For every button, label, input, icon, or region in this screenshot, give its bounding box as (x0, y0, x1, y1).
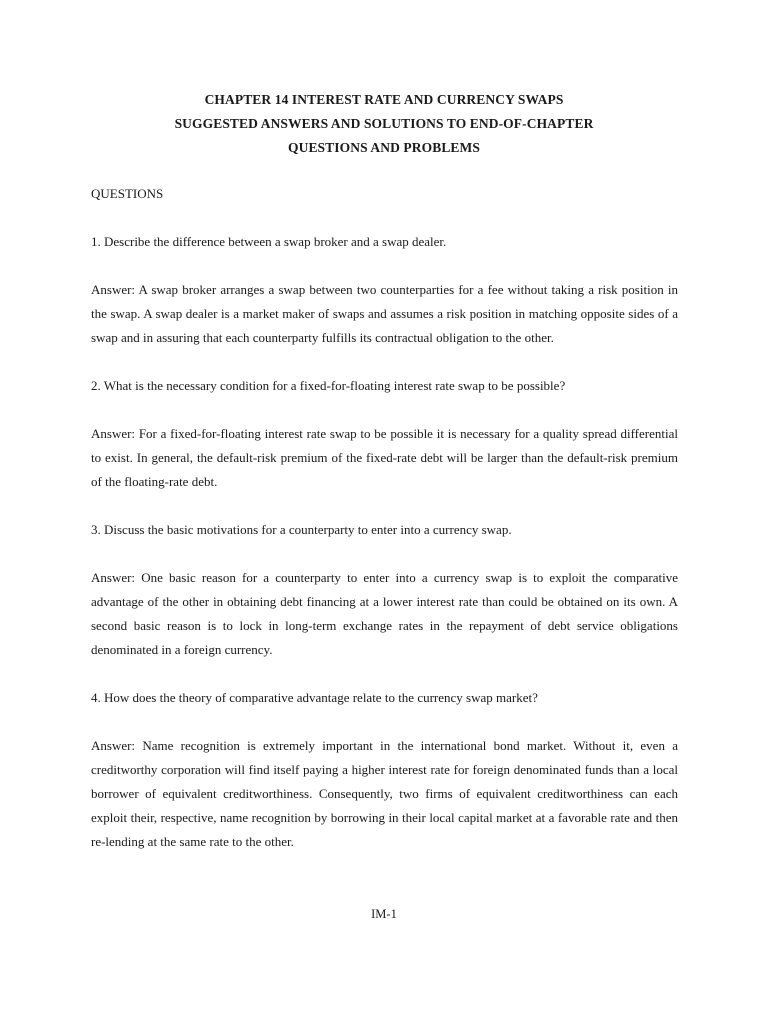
document-body (91, 182, 678, 878)
chapter-title: CHAPTER 14 INTEREST RATE AND CURRENCY SWAPS (204, 92, 564, 107)
question-4: 4. How does the theory of comparative advantage relate to the currency swap market? (91, 690, 538, 705)
question-3: 3. Discuss the basic motivations for a counterparty to enter into a currency swap. (91, 522, 512, 537)
chapter-subtitle-continued: QUESTIONS AND PROBLEMS (288, 140, 480, 155)
question-1: 1. Describe the difference between a swap broker and a swap dealer. (91, 234, 447, 249)
answer-4: Answer: Name recognition is extremely important in the international bond market. Without it, even a creditworthy corporation will find itself paying a higher interest rate for foreign denominated funds than a local borrower of equivalent creditworthiness. Consequently, two firms of equivalent creditworthiness can each exploit their, respective, name recognition by borrowing in their local capital market at a favorable rate and then re-lending at the same rate to the other. (91, 738, 678, 849)
chapter-title-block (0, 88, 768, 160)
answer-3: Answer: One basic reason for a counterparty to enter into a currency swap is to exploit the comparative advantage of the other in obtaining debt financing at a lower interest rate than could be obtained on its own. A second basic reason is to lock in long-term exchange rates in the repayment of debt service obligations denominated in a foreign currency. (91, 570, 678, 657)
page-number: IM-1 (371, 907, 397, 921)
section-heading: QUESTIONS (91, 186, 164, 201)
question-2: 2. What is the necessary condition for a fixed-for-floating interest rate swap to be possible? (91, 378, 566, 393)
chapter-subtitle: SUGGESTED ANSWERS AND SOLUTIONS TO END-OF-CHAPTER (174, 116, 594, 131)
answer-2: Answer: For a fixed-for-floating interest rate swap to be possible it is necessary for a quality spread differential to exist. In general, the default-risk premium of the fixed-rate debt will be larger than the default-risk premium of the floating-rate debt. (91, 426, 678, 489)
answer-1: Answer: A swap broker arranges a swap between two counterparties for a fee without taking a risk position in the swap. A swap dealer is a market maker of swaps and assumes a risk position in matching opposite sides of a swap and in assuring that each counterparty fulfills its contractual obligation to the other. (91, 282, 678, 345)
